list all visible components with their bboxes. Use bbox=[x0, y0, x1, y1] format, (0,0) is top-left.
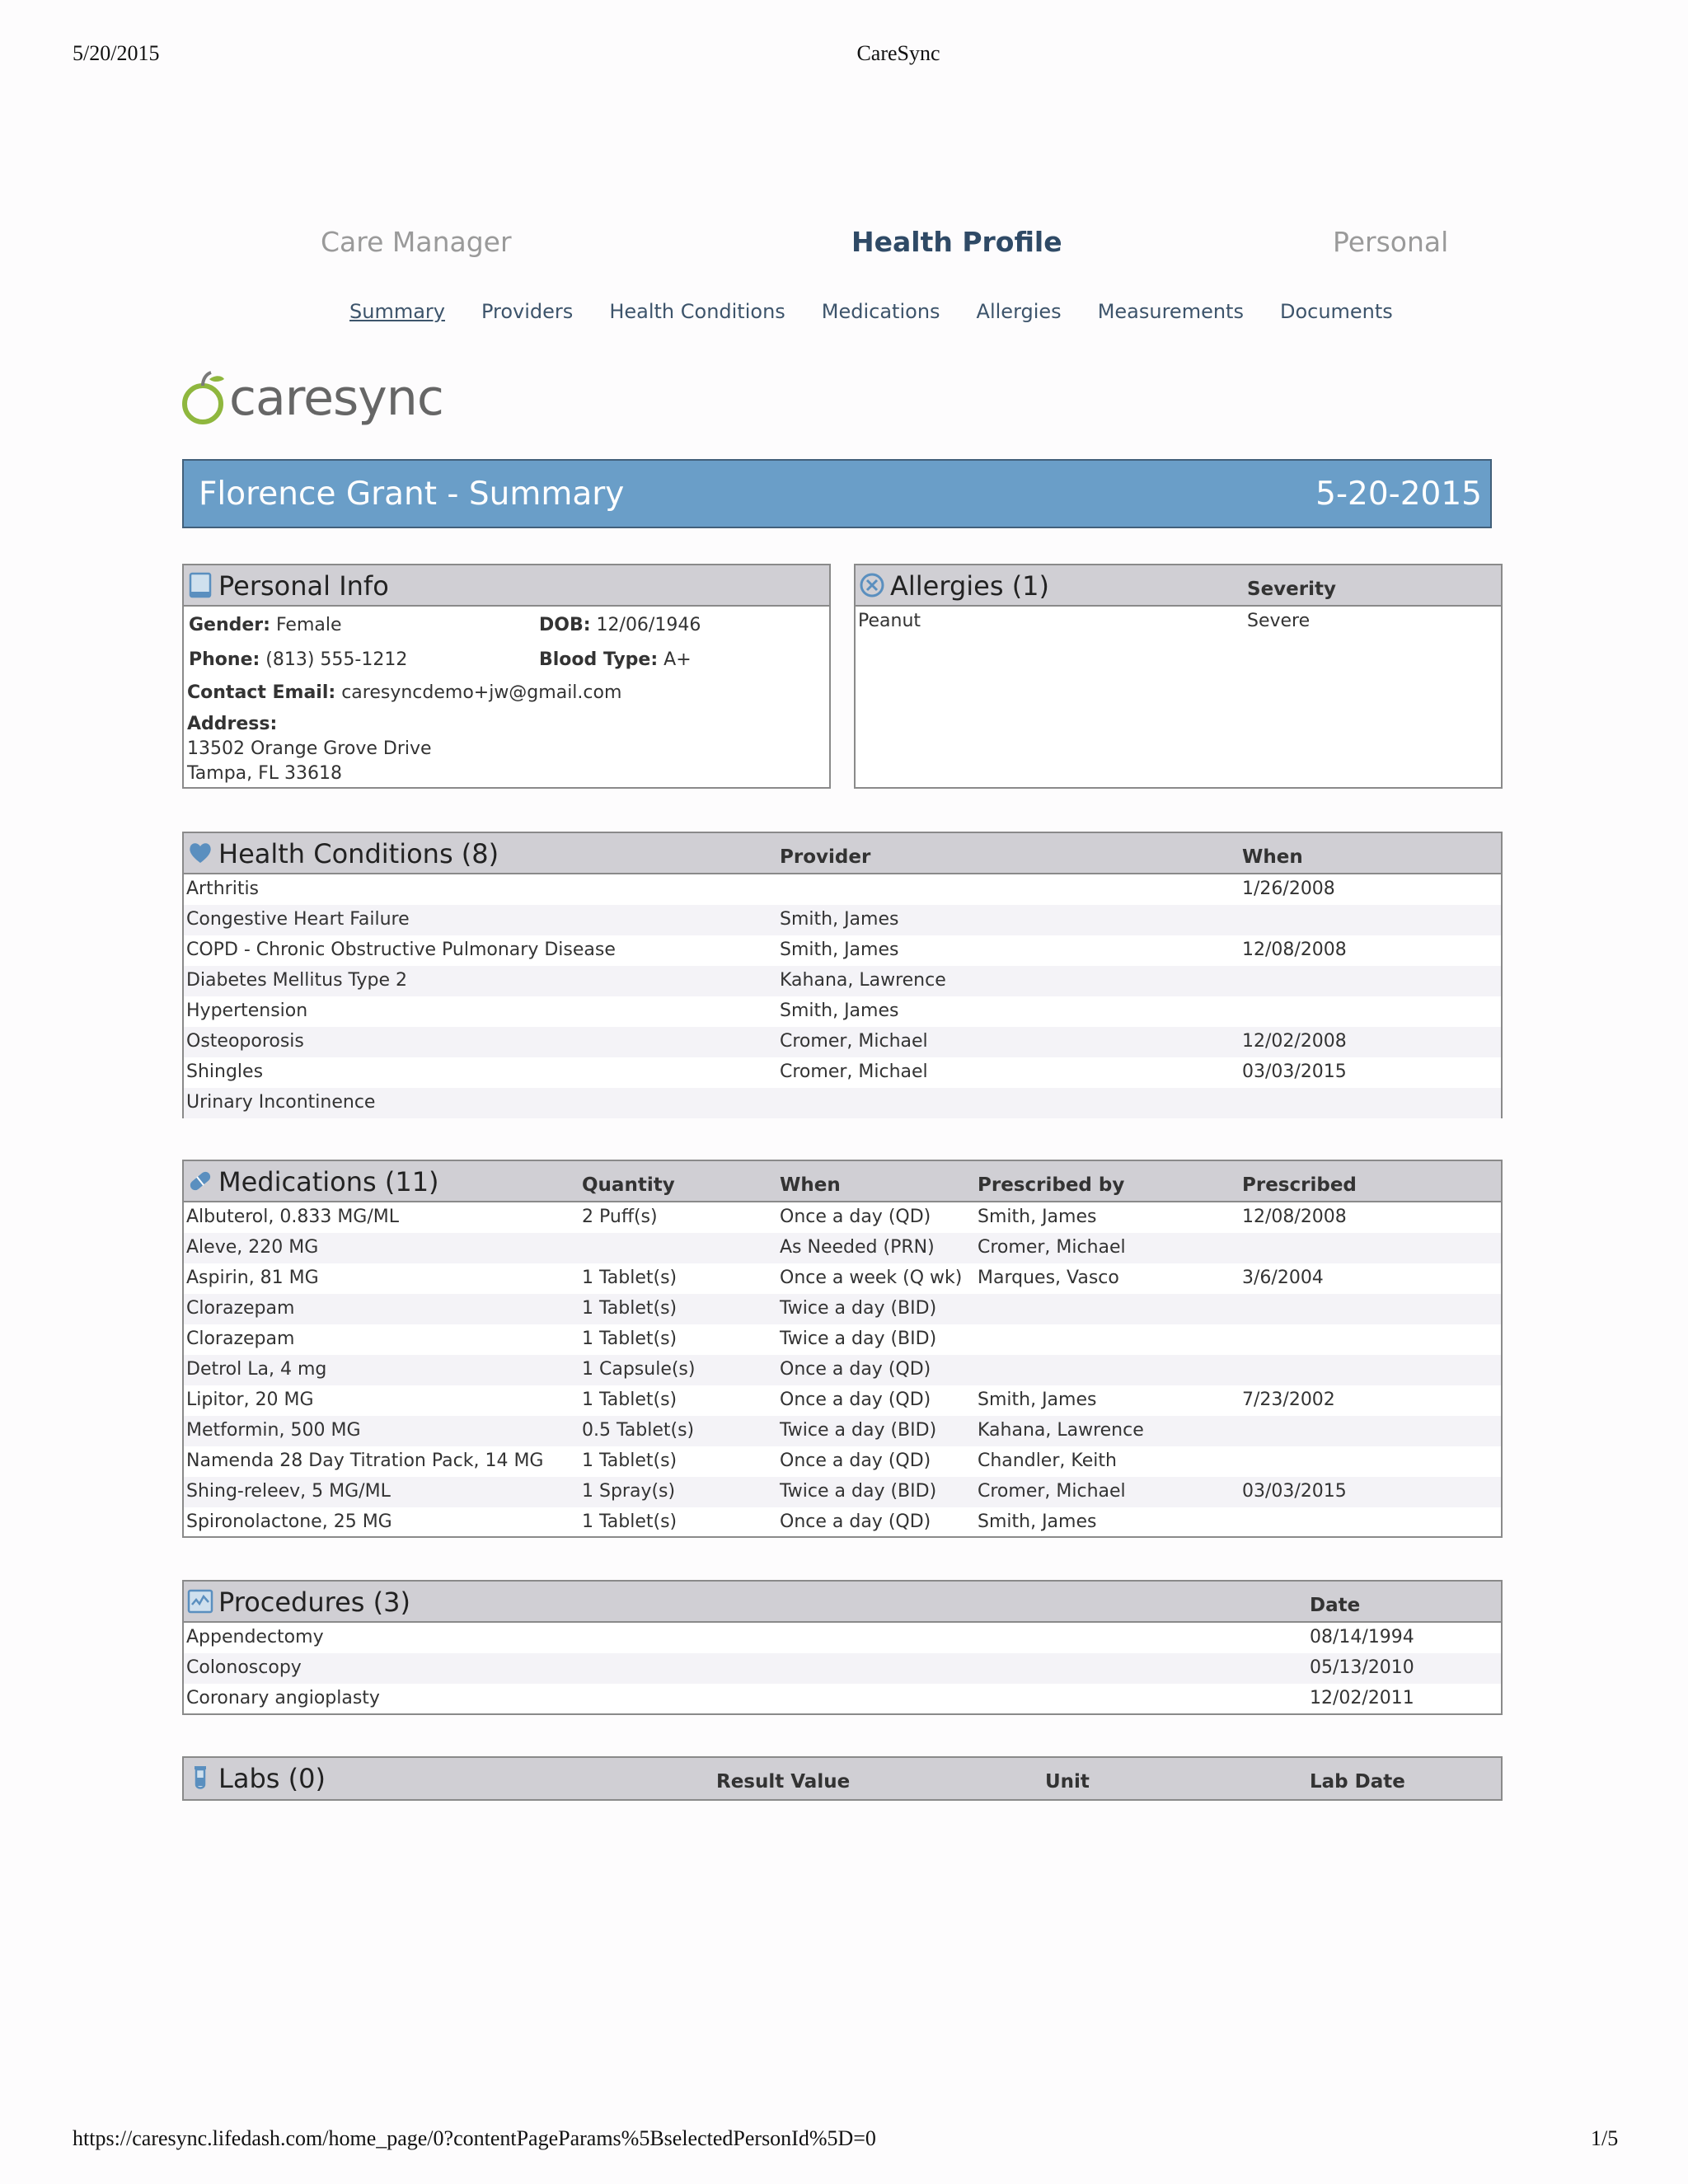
table-row: Spironolactone, 25 MG 1 Tablet(s) Once a day (QD) Smith, James bbox=[186, 1511, 1097, 1532]
table-row: COPD - Chronic Obstructive Pulmonary Disease Smith, James 12/08/2008 bbox=[186, 940, 1347, 960]
email-field: Contact Email: caresyncdemo+jw@gmail.com bbox=[187, 682, 622, 703]
personal-info-title: Personal Info bbox=[218, 570, 389, 602]
subnav-summary[interactable]: Summary bbox=[349, 300, 445, 323]
summary-banner bbox=[182, 459, 1492, 528]
tab-health-profile[interactable]: Health Profile bbox=[851, 226, 1062, 258]
address-label: Address: bbox=[187, 714, 278, 734]
col-when: When bbox=[1242, 846, 1303, 868]
tab-personal[interactable]: Personal bbox=[1333, 226, 1449, 258]
test-tube-icon bbox=[187, 1765, 213, 1791]
col-severity: Severity bbox=[1247, 579, 1336, 600]
table-row: Osteoporosis Cromer, Michael 12/02/2008 bbox=[184, 1027, 1501, 1057]
subnav-allergies[interactable]: Allergies bbox=[976, 300, 1062, 323]
gender-field: Gender: Female bbox=[189, 615, 342, 635]
table-row: Arthritis 1/26/2008 bbox=[186, 879, 1335, 899]
phone-field: Phone: (813) 555-1212 bbox=[189, 649, 408, 670]
tab-care-manager[interactable]: Care Manager bbox=[321, 226, 512, 258]
col-result-value: Result Value bbox=[716, 1771, 851, 1793]
table-row: Diabetes Mellitus Type 2 Kahana, Lawrence bbox=[184, 966, 1501, 996]
summary-date: 5-20-2015 bbox=[1315, 476, 1482, 513]
labs-title: Labs (0) bbox=[218, 1763, 326, 1794]
table-row: Detrol La, 4 mg 1 Capsule(s) Once a day (QD) bbox=[184, 1355, 1501, 1385]
health-conditions-title: Health Conditions (8) bbox=[218, 838, 499, 869]
allergies-panel bbox=[854, 564, 1503, 789]
table-row: Metformin, 500 MG 0.5 Tablet(s) Twice a day (BID) Kahana, Lawrence bbox=[184, 1416, 1501, 1446]
table-row: Urinary Incontinence bbox=[184, 1088, 1501, 1118]
apple-logo-icon bbox=[181, 371, 227, 425]
subnav-providers[interactable]: Providers bbox=[481, 300, 574, 323]
table-row: Aleve, 220 MG As Needed (PRN) Cromer, Michael bbox=[184, 1233, 1501, 1263]
table-row: Peanut Severe bbox=[858, 611, 1311, 631]
medications-panel bbox=[182, 1160, 1503, 1538]
personal-info-panel bbox=[182, 564, 831, 789]
table-row: Clorazepam 1 Tablet(s) Twice a day (BID) bbox=[184, 1294, 1501, 1324]
table-row: Lipitor, 20 MG 1 Tablet(s) Once a day (QD) Smith, James 7/23/2002 bbox=[186, 1390, 1335, 1410]
heart-icon bbox=[187, 840, 213, 866]
subnav-health-conditions[interactable]: Health Conditions bbox=[609, 300, 785, 323]
table-row: Coronary angioplasty 12/02/2011 bbox=[186, 1688, 1414, 1708]
top-navigation bbox=[0, 226, 1688, 267]
table-row: Colonoscopy 05/13/2010 bbox=[184, 1653, 1501, 1684]
col-lab-date: Lab Date bbox=[1310, 1771, 1405, 1793]
table-row: Shingles Cromer, Michael 03/03/2015 bbox=[186, 1062, 1347, 1082]
dob-field: DOB: 12/06/1946 bbox=[539, 615, 701, 635]
col-prescribed: Prescribed bbox=[1242, 1174, 1357, 1196]
table-row: Congestive Heart Failure Smith, James bbox=[184, 905, 1501, 935]
blood-type-field: Blood Type: A+ bbox=[539, 649, 692, 670]
print-title: CareSync bbox=[856, 41, 940, 65]
col-when: When bbox=[780, 1174, 841, 1196]
table-row: Hypertension Smith, James bbox=[186, 1001, 899, 1021]
col-provider: Provider bbox=[780, 846, 871, 868]
logo-text: caresync bbox=[229, 369, 443, 427]
medications-title: Medications (11) bbox=[218, 1166, 439, 1197]
no-allergy-icon bbox=[859, 572, 885, 598]
table-row: Clorazepam 1 Tablet(s) Twice a day (BID) bbox=[186, 1329, 937, 1349]
col-date: Date bbox=[1310, 1595, 1361, 1616]
print-page-number: 1/5 bbox=[1591, 2126, 1619, 2150]
subnav-measurements[interactable]: Measurements bbox=[1097, 300, 1244, 323]
table-row: Appendectomy 08/14/1994 bbox=[186, 1627, 1414, 1647]
health-conditions-panel bbox=[182, 832, 1503, 1118]
pill-icon bbox=[187, 1168, 213, 1194]
address-line-2: Tampa, FL 33618 bbox=[187, 763, 343, 784]
table-row: Shing-releev, 5 MG/ML 1 Spray(s) Twice a day (BID) Cromer, Michael 03/03/2015 bbox=[184, 1477, 1501, 1507]
subnav-medications[interactable]: Medications bbox=[821, 300, 940, 323]
sub-navigation bbox=[349, 300, 1393, 323]
address-line-1: 13502 Orange Grove Drive bbox=[187, 738, 432, 759]
print-url: https://caresync.lifedash.com/home_page/0?contentPageParams%5BselectedPersonId%5D=0 bbox=[73, 2126, 876, 2150]
table-row: Namenda 28 Day Titration Pack, 14 MG 1 Tablet(s) Once a day (QD) Chandler, Keith bbox=[186, 1451, 1117, 1471]
procedures-panel bbox=[182, 1580, 1503, 1715]
col-unit: Unit bbox=[1045, 1771, 1090, 1793]
col-quantity: Quantity bbox=[582, 1174, 675, 1196]
table-row: Aspirin, 81 MG 1 Tablet(s) Once a week (Q wk) Marques, Vasco 3/6/2004 bbox=[186, 1268, 1324, 1288]
table-row: Albuterol, 0.833 MG/ML 2 Puff(s) Once a day (QD) Smith, James 12/08/2008 bbox=[186, 1207, 1347, 1227]
labs-panel bbox=[182, 1756, 1503, 1801]
print-date: 5/20/2015 bbox=[73, 41, 160, 65]
chart-monitor-icon bbox=[187, 1588, 213, 1615]
document-icon bbox=[187, 572, 213, 598]
allergies-title: Allergies (1) bbox=[890, 570, 1050, 602]
subnav-documents[interactable]: Documents bbox=[1279, 300, 1393, 323]
page-title: Florence Grant - Summary bbox=[199, 476, 625, 513]
col-prescribed-by: Prescribed by bbox=[978, 1174, 1125, 1196]
procedures-title: Procedures (3) bbox=[218, 1586, 410, 1618]
caresync-logo bbox=[181, 369, 443, 427]
